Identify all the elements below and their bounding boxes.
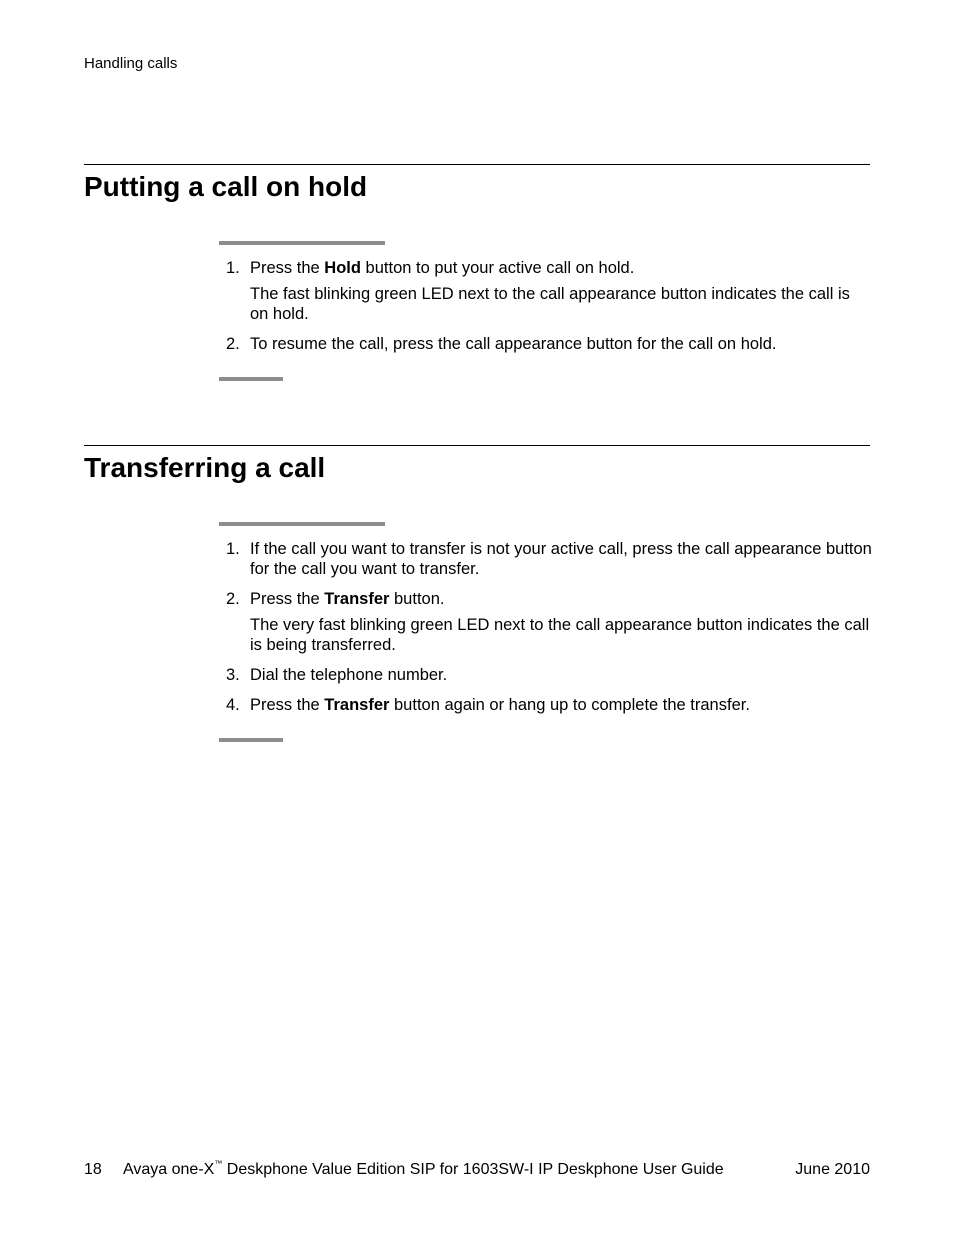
step-result: The fast blinking green LED next to the call appearance button indicates the call is on hold. [250, 285, 850, 323]
procedure-start-bar [219, 522, 385, 526]
list-item [220, 334, 872, 354]
procedure-start-bar [219, 241, 385, 245]
step-text: Press the Transfer button again or hang up to complete the transfer. [250, 696, 750, 714]
step-number: 3. [226, 666, 240, 684]
transfer-button-label: Transfer [324, 696, 390, 714]
hold-steps-list [220, 258, 872, 364]
publication-date: June 2010 [795, 1161, 870, 1178]
step-text: If the call you want to transfer is not your active call, press the call appearance button for the call you want to transfer. [250, 540, 872, 578]
document-title: Avaya one-X™ Deskphone Value Edition SIP for 1603SW-I IP Deskphone User Guide [123, 1159, 724, 1178]
trademark-symbol: ™ [214, 1159, 223, 1168]
section-title-hold: Putting a call on hold [84, 171, 368, 202]
list-item [220, 539, 872, 579]
page-number: 18 [84, 1161, 102, 1178]
list-item [220, 695, 872, 715]
procedure-end-bar [219, 738, 283, 742]
section-rule [84, 164, 870, 165]
hold-button-label: Hold [324, 259, 361, 277]
step-result: The very fast blinking green LED next to the call appearance button indicates the call is being transferred. [250, 616, 870, 654]
step-number: 2. [226, 590, 240, 608]
transfer-steps-list [220, 539, 872, 725]
step-number: 4. [226, 696, 240, 714]
step-text: Press the Transfer button. [250, 590, 445, 608]
list-item [220, 258, 872, 324]
step-number: 1. [226, 540, 240, 558]
running-header: Handling calls [84, 55, 178, 72]
procedure-end-bar [219, 377, 283, 381]
step-text: Press the Hold button to put your active call on hold. [250, 259, 635, 277]
step-number: 2. [226, 335, 240, 353]
section-rule [84, 445, 870, 446]
list-item [220, 589, 872, 655]
step-text: To resume the call, press the call appearance button for the call on hold. [250, 335, 777, 353]
step-number: 1. [226, 259, 240, 277]
transfer-button-label: Transfer [324, 590, 390, 608]
list-item [220, 665, 872, 685]
section-title-transfer: Transferring a call [84, 452, 326, 483]
step-text: Dial the telephone number. [250, 666, 448, 684]
